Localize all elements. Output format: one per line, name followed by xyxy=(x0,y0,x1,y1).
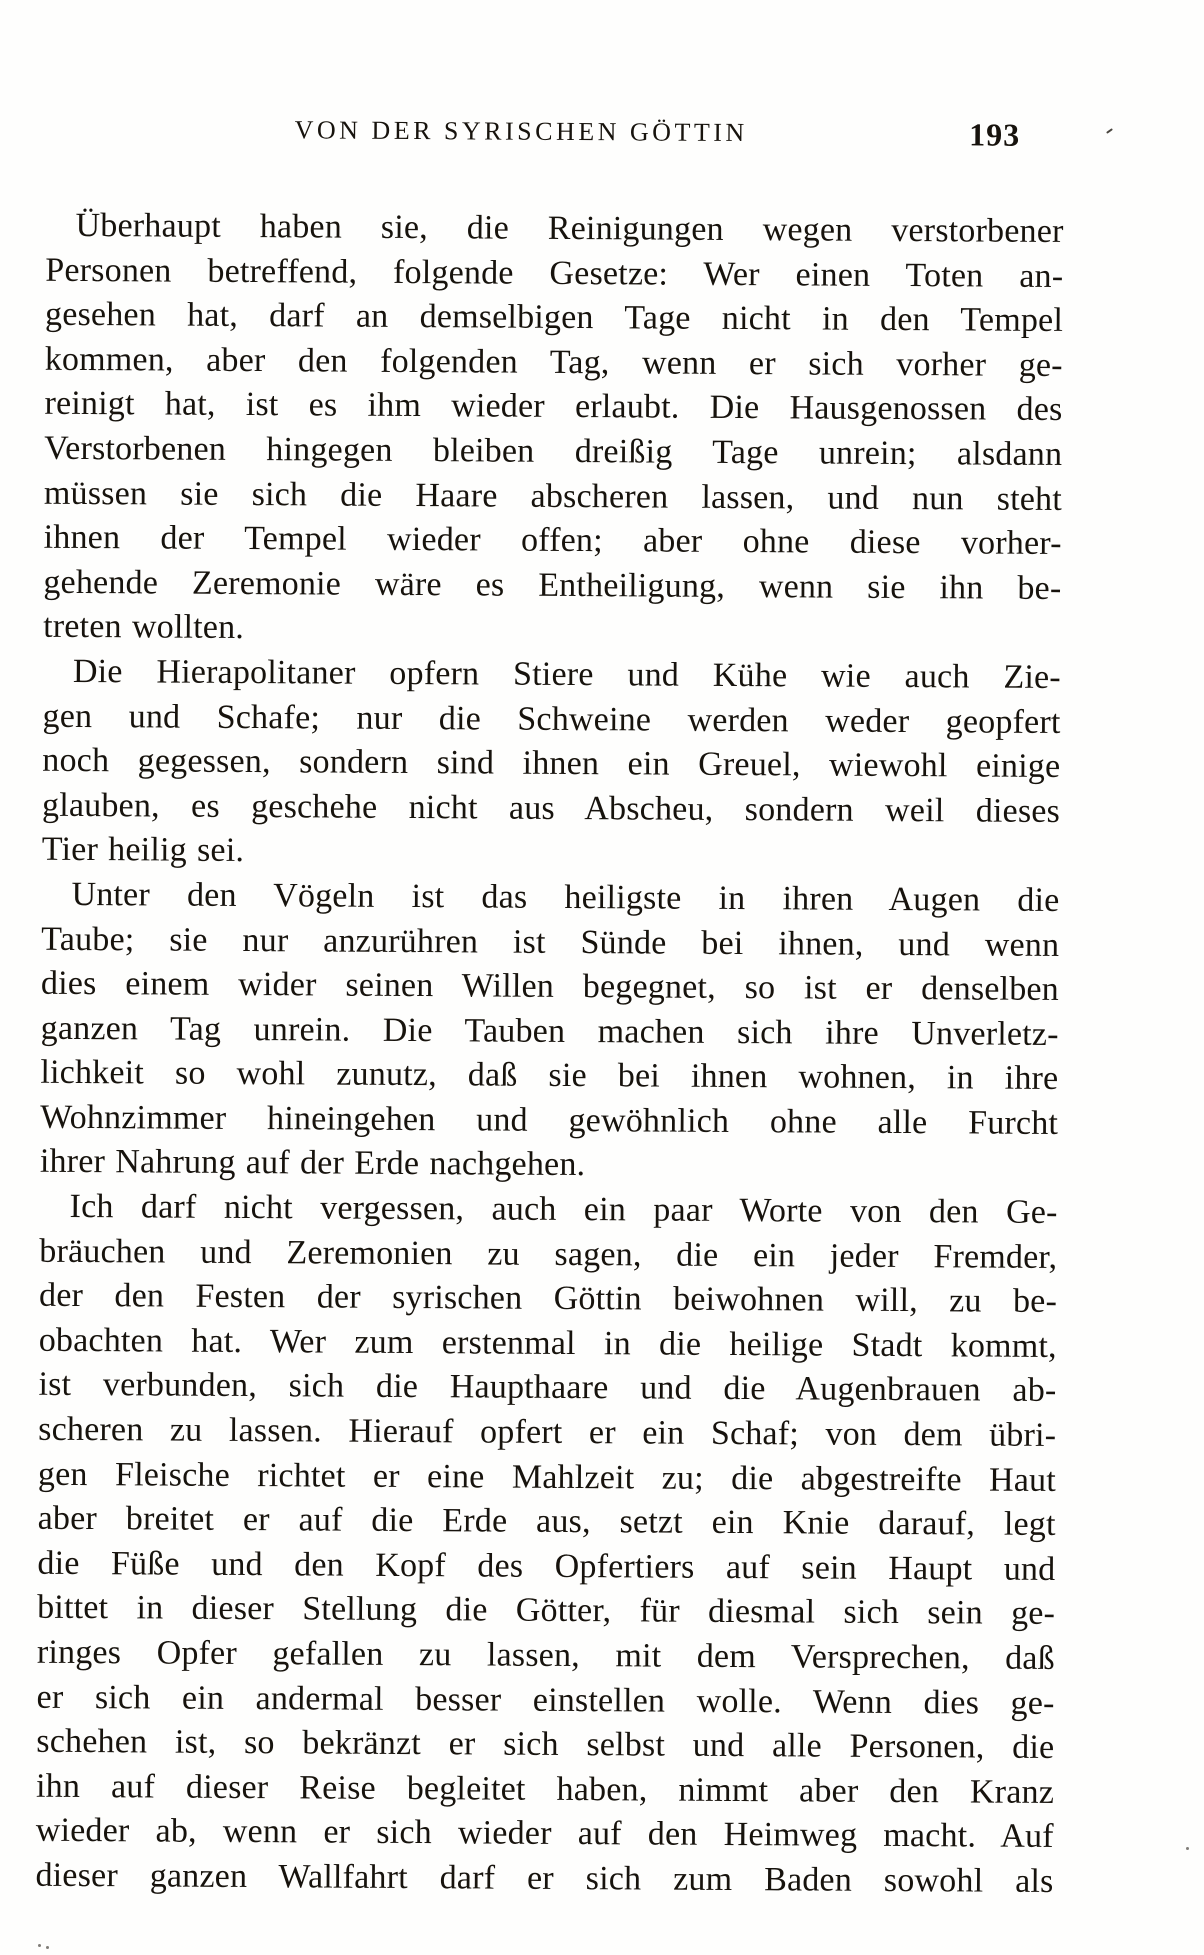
text-line: aber breitet er auf die Erde aus, setzt ein Knie darauf, legt xyxy=(37,1499,1056,1544)
text-line: bräuchen und Zeremonien zu sagen, die ein jeder Fremder, xyxy=(39,1232,1058,1276)
text-line: dieser ganzen Wallfahrt darf er sich zum Baden sowohl als xyxy=(35,1856,1054,1900)
text-line: wieder ab, wenn er sich wieder auf den Heimweg macht. Auf xyxy=(35,1812,1054,1856)
text-line: dies einem wider seinen Willen begegnet, so ist er denselben xyxy=(40,964,1060,1009)
text-line: treten wollten. xyxy=(43,608,245,647)
text-line: er sich ein andermal besser einstellen wolle. Wenn dies ge- xyxy=(36,1678,1055,1722)
text-line: gen und Schafe; nur die Schweine werden weder geopfert xyxy=(42,697,1061,741)
scan-speck xyxy=(46,1946,49,1949)
text-line: bittet in dieser Stellung die Götter, für diesmal sich sein ge- xyxy=(37,1589,1056,1633)
text-line: ringes Opfer gefallen zu lassen, mit dem Versprechen, daß xyxy=(36,1633,1055,1677)
text-line: Tier heilig sei. xyxy=(41,831,245,870)
text-line: ihnen der Tempel wieder offen; aber ohne diese vorher- xyxy=(43,518,1062,563)
scan-speck xyxy=(1106,128,1113,134)
paragraph xyxy=(35,1185,1057,1905)
text-line: obachten hat. Wer zum erstenmal in die heilige Stadt kommt, xyxy=(38,1321,1057,1365)
running-title: VON DER SYRISCHEN GÖTTIN xyxy=(294,115,748,148)
paragraph xyxy=(43,204,1064,656)
text-line: der den Festen der syrischen Göttin beiwohnen will, zu be- xyxy=(38,1277,1058,1321)
text-line: gesehen hat, darf an demselbigen Tage nicht in den Tempel xyxy=(44,295,1064,340)
paragraph xyxy=(40,873,1060,1191)
text-line: Wohnzimmer hineingehen und gewöhnlich ohne alle Furcht xyxy=(40,1098,1059,1142)
text-line: ihn auf dieser Reise begleitet haben, nimmt aber den Kranz xyxy=(35,1767,1055,1811)
text-line: gehende Zeremonie wäre es Entheiligung, wenn sie ihn be- xyxy=(43,563,1062,607)
text-line: die Füße und den Kopf des Opfertiers auf sein Haupt und xyxy=(37,1544,1056,1588)
text-line: ganzen Tag unrein. Die Tauben machen sich ihre Unverletz- xyxy=(40,1009,1059,1053)
text-line: Taube; sie nur anzurühren ist Sünde bei ihnen, und wenn xyxy=(41,920,1060,964)
text-line: reinigt hat, ist es ihm wieder erlaubt. Die Hausgenossen des xyxy=(44,385,1063,429)
text-line: Unter den Vögeln ist das heiligste in ihren Augen die xyxy=(71,875,1060,919)
text-line: scheren zu lassen. Hierauf opfert er ein Schaf; von dem übri- xyxy=(38,1410,1057,1455)
text-line: ist verbunden, sich die Haupthaare und die Augenbrauen ab- xyxy=(38,1366,1057,1410)
page-body xyxy=(35,204,1063,1905)
text-line: lichkeit so wohl zunutz, daß sie bei ihnen wohnen, in ihre xyxy=(40,1054,1059,1098)
scan-speck xyxy=(38,1944,41,1947)
text-line: schehen ist, so bekränzt er sich selbst und alle Personen, die xyxy=(36,1722,1055,1767)
text-line: noch gegessen, sondern sind ihnen ein Greuel, wiewohl einige xyxy=(42,741,1061,786)
text-line: Überhaupt haben sie, die Reinigungen wegen verstorbener xyxy=(75,206,1064,250)
page-content xyxy=(35,0,1065,1955)
text-line: Ich darf nicht vergessen, auch ein paar Worte von den Ge- xyxy=(69,1188,1058,1232)
text-line: Personen betreffend, folgende Gesetze: Wer einen Toten an- xyxy=(45,251,1064,295)
paragraph xyxy=(42,650,1061,879)
page-number: 193 xyxy=(969,116,1021,153)
text-line: müssen sie sich die Haare abscheren lassen, und nun steht xyxy=(43,474,1063,518)
text-line: ihrer Nahrung auf der Erde nachgehen. xyxy=(39,1143,586,1184)
page-header xyxy=(46,114,1064,160)
scan-speck xyxy=(1186,1847,1189,1850)
text-line: Verstorbenen hingegen bleiben dreißig Tage unrein; alsdann xyxy=(44,429,1063,473)
text-line: kommen, aber den folgenden Tag, wenn er sich vorher ge- xyxy=(44,340,1063,384)
text-line: gen Fleische richtet er eine Mahlzeit zu; die abgestreifte Haut xyxy=(37,1455,1057,1499)
text-line: glauben, es geschehe nicht aus Abscheu, sondern weil dieses xyxy=(41,786,1061,830)
text-line: Die Hierapolitaner opfern Stiere und Kühe wie auch Zie- xyxy=(72,652,1061,696)
